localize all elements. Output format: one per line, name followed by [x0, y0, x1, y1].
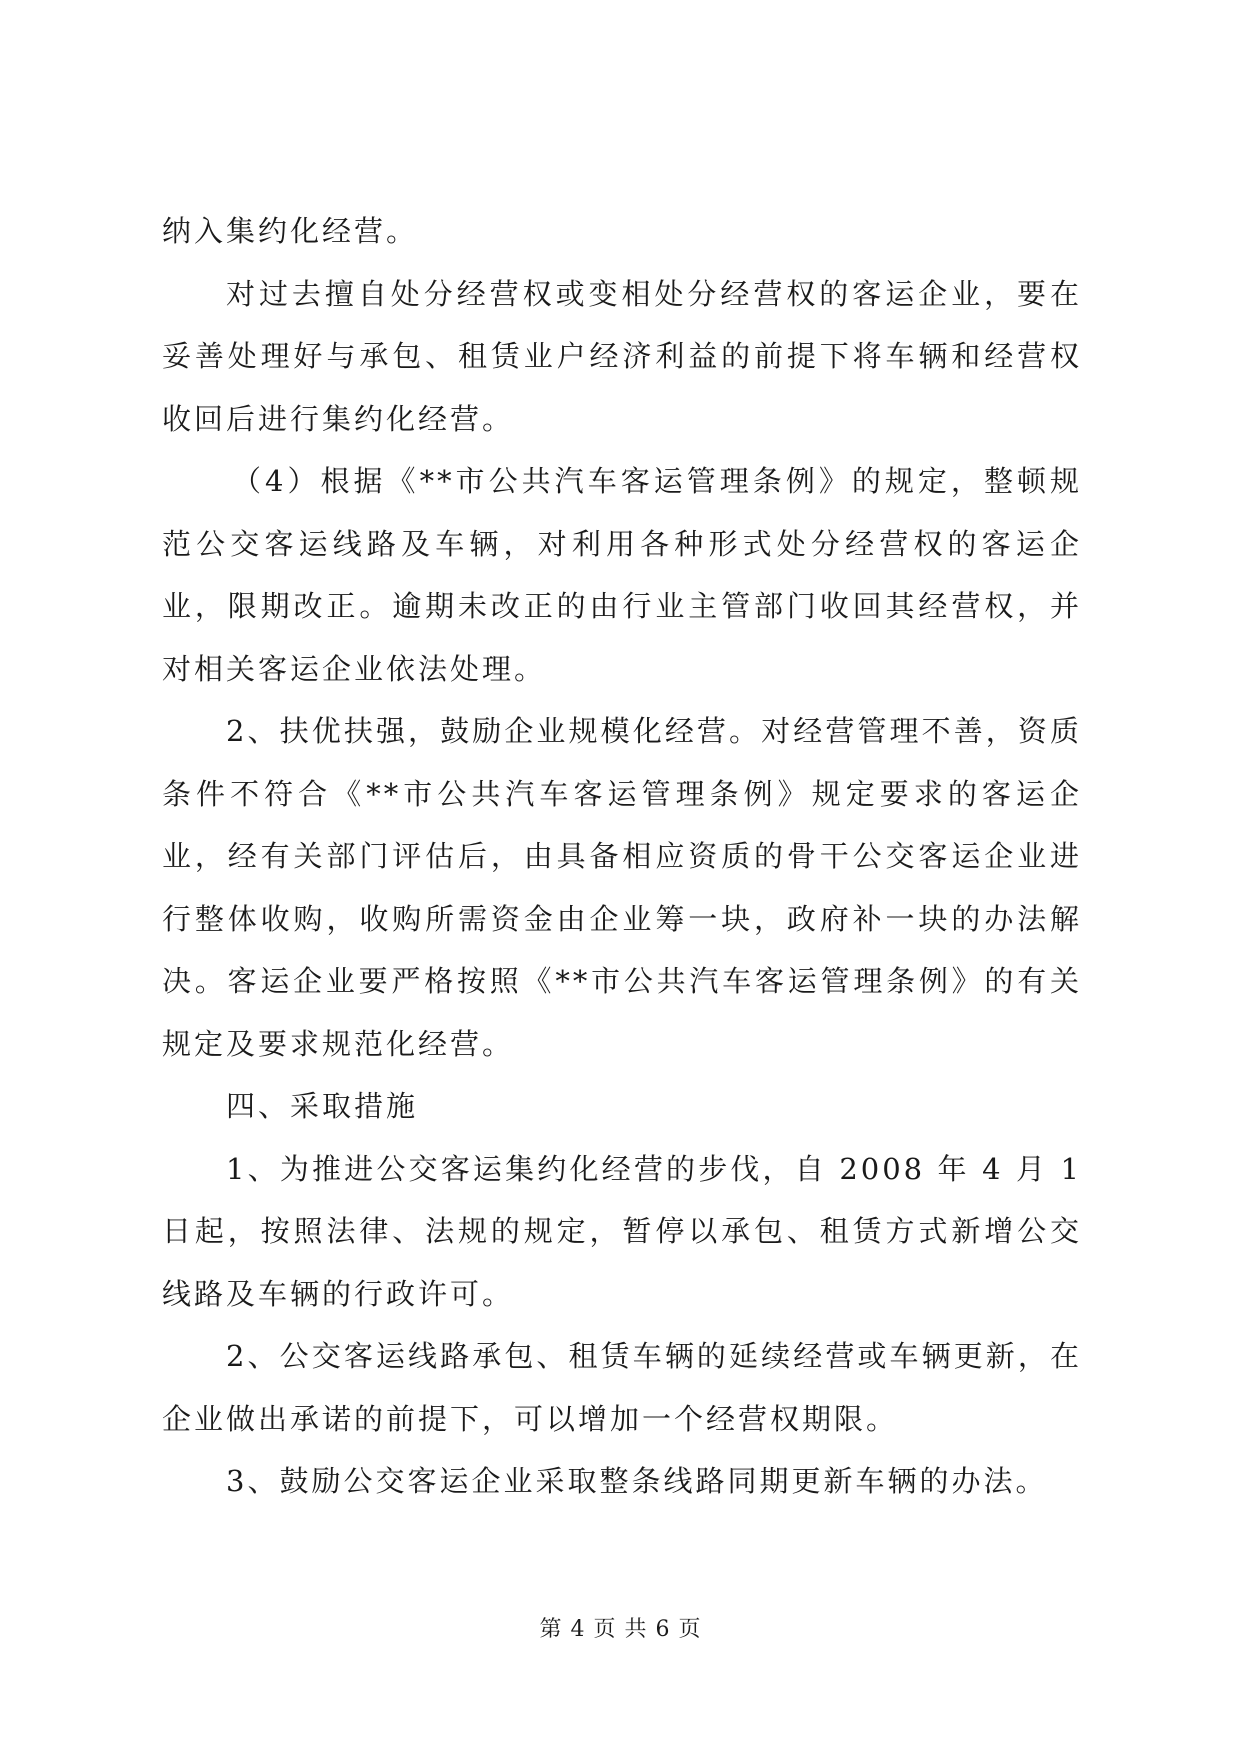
- document-body: [162, 200, 1082, 1513]
- paragraph-measure-3: 3、鼓励公交客运企业采取整条线路同期更新车辆的办法。: [226, 1464, 1048, 1498]
- paragraph-item-2-scale: 2、扶优扶强，鼓励企业规模化经营。对经营管理不善，资质条件不符合《**市公共汽车客运管理条例》规定要求的客运企业，经有关部门评估后，由具备相应资质的骨干公交客运企业进行整体收购，收购所需资金由企业筹一块，政府补一块的办法解决。客运企业要严格按照《**市公共汽车客运管理条例》的有关规定及要求规范化经营。: [162, 714, 1082, 1061]
- paragraph-measure-2: 2、公交客运线路承包、租赁车辆的延续经营或车辆更新，在企业做出承诺的前提下，可以增加一个经营权期限。: [162, 1339, 1082, 1436]
- paragraph-management-rights: 对过去擅自处分经营权或变相处分经营权的客运企业，要在妥善处理好与承包、租赁业户经济利益的前提下将车辆和经营权收回后进行集约化经营。: [162, 276, 1082, 436]
- section-heading-measures: 四、采取措施: [226, 1089, 419, 1123]
- paragraph-item-4: （4）根据《**市公共汽车客运管理条例》的规定，整顿规范公交客运线路及车辆，对利用各种形式处分经营权的客运企业，限期改正。逾期未改正的由行业主管部门收回其经营权，并对相关客运企业依法处理。: [162, 464, 1082, 686]
- page-number-footer: 第 4 页 共 6 页: [539, 1617, 702, 1642]
- paragraph-measure-1: 1、为推进公交客运集约化经营的步伐，自 2008 年 4 月 1 日起，按照法律、法规的规定，暂停以承包、租赁方式新增公交线路及车辆的行政许可。: [162, 1151, 1082, 1311]
- paragraph-continuation: 纳入集约化经营。: [162, 214, 419, 248]
